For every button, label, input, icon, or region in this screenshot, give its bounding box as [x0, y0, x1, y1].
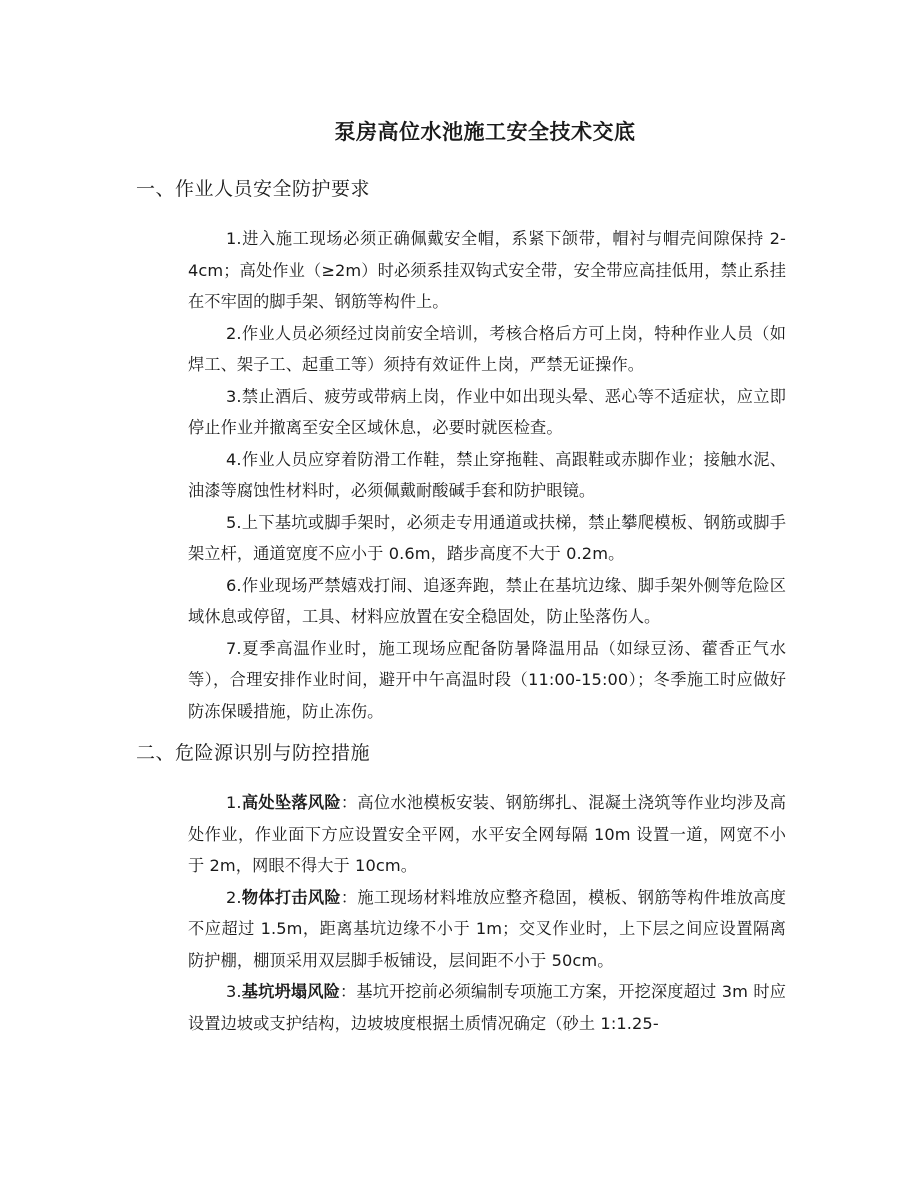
list-item: 2.物体打击风险：施工现场材料堆放应整齐稳固，模板、钢筋等构件堆放高度不应超过 1.5m，距离基坑边缘不小于 1m；交叉作业时，上下层之间应设置隔离防护棚，棚顶采用双层脚手板铺设，层间距不小于 50cm。 — [188, 887, 786, 970]
list-item: 4.作业人员应穿着防滑工作鞋，禁止穿拖鞋、高跟鞋或赤脚作业；接触水泥、油漆等腐蚀性材料时，必须佩戴耐酸碱手套和防护眼镜。 — [188, 449, 786, 500]
section-body-hazards — [188, 787, 786, 1039]
hazard-term: 物体打击风险 — [241, 887, 341, 907]
list-item: 3.基坑坍塌风险：基坑开挖前必须编制专项施工方案，开挖深度超过 3m 时应设置边坡或支护结构，边坡坡度根据土质情况确定（砂土 1:1.25- — [188, 982, 786, 1033]
list-item: 7.夏季高温作业时，施工现场应配备防暑降温用品（如绿豆汤、藿香正气水等），合理安排作业时间，避开中午高温时段（11:00-15:00）；冬季施工时应做好防冻保暖措施，防止冻伤。 — [188, 638, 786, 721]
section-heading-hazards: 二、危险源识别与防控措施 — [136, 742, 371, 764]
list-item: 6.作业现场严禁嬉戏打闹、追逐奔跑，禁止在基坑边缘、脚手架外侧等危险区域休息或停留，工具、材料应放置在安全稳固处，防止坠落伤人。 — [188, 575, 786, 626]
list-item: 1.进入施工现场必须正确佩戴安全帽，系紧下颌带，帽衬与帽壳间隙保持 2-4cm；高处作业（≥2m）时必须系挂双钩式安全带，安全带应高挂低用，禁止系挂在不牢固的脚手架、钢筋等构件上。 — [188, 229, 786, 311]
hazard-term: 高处坠落风险 — [241, 793, 341, 812]
section-body-protection — [188, 223, 786, 727]
list-item: 5.上下基坑或脚手架时，必须走专用通道或扶梯，禁止攀爬模板、钢筋或脚手架立杆，通道宽度不应小于 0.6m，踏步高度不大于 0.2m。 — [188, 512, 786, 563]
list-item: 2.作业人员必须经过岗前安全培训，考核合格后方可上岗，特种作业人员（如焊工、架子工、起重工等）须持有效证件上岗，严禁无证操作。 — [188, 323, 786, 374]
list-item: 1.高处坠落风险：高位水池模板安装、钢筋绑扎、混凝土浇筑等作业均涉及高处作业，作业面下方应设置安全平网，水平安全网每隔 10m 设置一道，网宽不小于 2m，网眼不得大于 10cm。 — [188, 793, 786, 875]
section-heading-protection: 一、作业人员安全防护要求 — [136, 178, 371, 200]
document-title: 泵房高位水池施工安全技术交底 — [334, 120, 636, 144]
list-item: 3.禁止酒后、疲劳或带病上岗，作业中如出现头晕、恶心等不适症状，应立即停止作业并撤离至安全区域休息，必要时就医检查。 — [188, 386, 786, 437]
hazard-term: 基坑坍塌风险 — [241, 982, 340, 1001]
